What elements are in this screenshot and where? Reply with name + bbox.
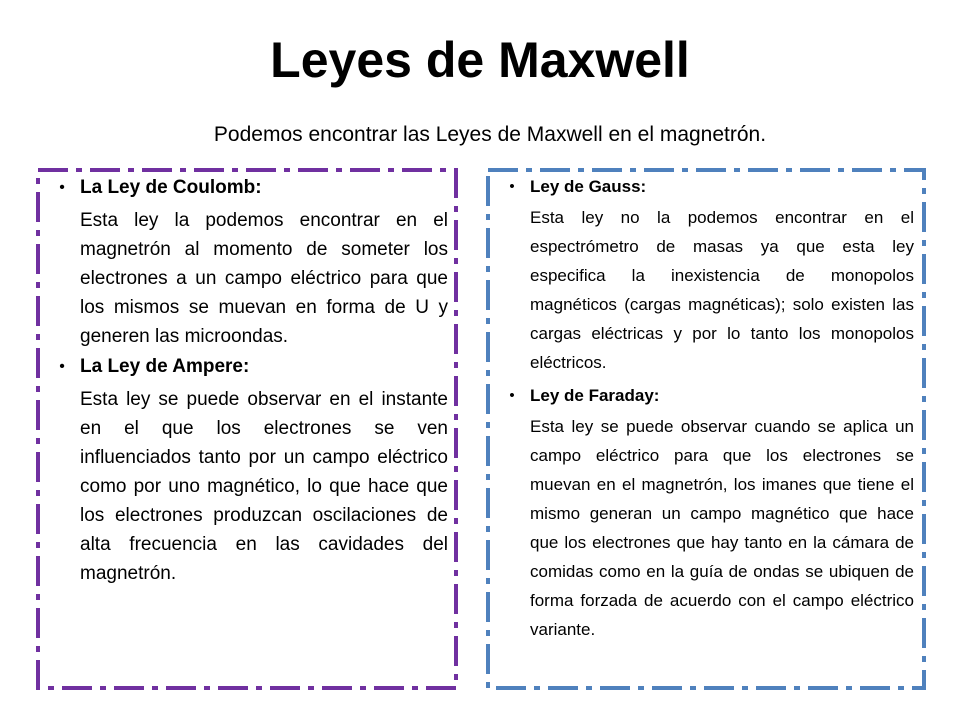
left-box-content	[44, 176, 448, 680]
right-text-box	[486, 168, 926, 690]
ampere-law-text: Esta ley se puede observar en el instante en el que los electrones se ven influenciados tanto por un campo eléctrico como por uno magnético, lo que hace que los electrones produzcan oscilaciones de alta frecuencia en las cavidades del magnetrón.	[80, 389, 448, 584]
left-text-box	[36, 168, 458, 690]
faraday-law-item	[494, 385, 914, 644]
slide-title: Leyes de Maxwell	[270, 32, 690, 88]
bullet-icon: •	[59, 179, 65, 196]
coulomb-law-text: Esta ley la podemos encontrar en el magnetrón al momento de someter los electrones a un campo eléctrico para que los mismos se muevan en forma de U y generen las microondas.	[80, 210, 448, 347]
gauss-law-item	[494, 176, 914, 377]
gauss-law-heading: Ley de Gauss:	[530, 177, 647, 196]
coulomb-law-item	[44, 176, 448, 351]
slide-subtitle: Podemos encontrar las Leyes de Maxwell en el magnetrón.	[213, 123, 767, 146]
ampere-law-item	[44, 355, 448, 588]
coulomb-law-heading: La Ley de Coulomb:	[80, 177, 262, 198]
ampere-law-heading: La Ley de Ampere:	[80, 356, 250, 377]
bullet-icon: •	[59, 358, 65, 375]
gauss-law-text: Esta ley no la podemos encontrar en el espectrómetro de masas ya que esta ley especifica la inexistencia de monopolos magnéticos (cargas magnéticas); solo existen las cargas eléctricas y por lo tanto los monopolos eléctricos.	[530, 208, 914, 372]
faraday-law-text: Esta ley se puede observar cuando se aplica un campo eléctrico para que los electrones se muevan en el magnetrón, los imanes que tiene el mismo generan un campo magnético que hace que los electrones que hay tanto en la cámara de comidas como en la guía de ondas se ubiquen de forma forzada de acuerdo con el campo eléctrico variante.	[530, 417, 914, 639]
bullet-icon: •	[509, 178, 515, 195]
bullet-icon: •	[509, 387, 515, 404]
right-box-content	[494, 176, 914, 680]
faraday-law-heading: Ley de Faraday:	[530, 386, 660, 405]
